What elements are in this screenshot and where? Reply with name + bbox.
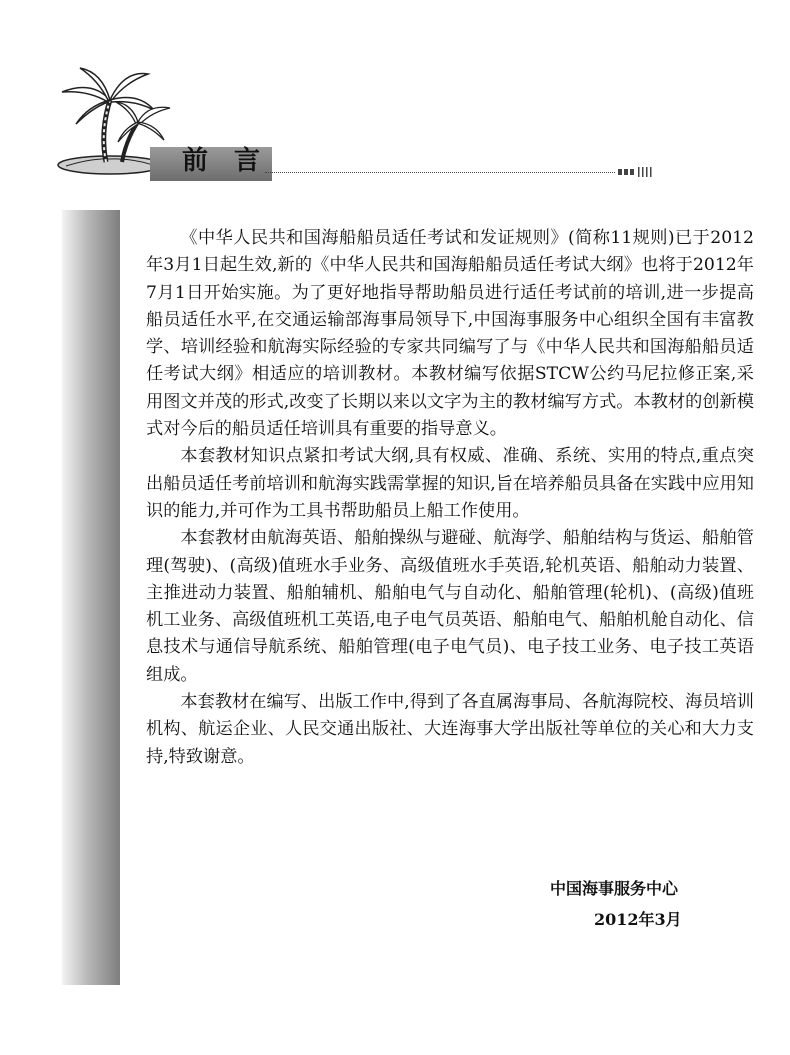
page-title: 前言 [182, 146, 287, 176]
side-decoration-bar [62, 210, 120, 985]
page-header [0, 0, 790, 200]
paragraph-4: 本套教材在编写、出版工作中,得到了各直属海事局、各航海院校、海员培训机构、航运企业、人民交通出版社、大连海事大学出版社等单位的关心和大力支持,特致谢意。 [146, 692, 754, 767]
paragraph-2: 本套教材知识点紧扣考试大纲,具有权威、准确、系统、实用的特点,重点突出船员适任考前培训和航海实践需掌握的知识,旨在培养船员具备在实践中应用知识的能力,并可作为工具书帮助船员上船工作使用。 [146, 446, 754, 521]
header-rule [265, 172, 615, 173]
signature-block [540, 873, 682, 935]
signature-date: 2012年3月 [594, 910, 682, 929]
paragraph-3: 本套教材由航海英语、船舶操纵与避碰、航海学、船舶结构与货运、船舶管理(驾驶)、(高级)值班水手业务、高级值班水手英语,轮机英语、船舶动力装置、主推进动力装置、船舶辅机、船舶电气与自动化、船舶管理(轮机)、(高级)值班机工业务、高级值班机工英语,电子电气员英语、船舶电气、船舶机舱自动化、信息技术与通信导航系统、船舶管理(电子电气员)、电子技工业务、电子技工英语组成。 [146, 528, 754, 685]
preface-body [146, 225, 754, 771]
paragraph-1: 《中华人民共和国海船船员适任考试和发证规则》(简称11规则)已于2012年3月1日起生效,新的《中华人民共和国海船船员适任考试大纲》也将于2012年7月1日开始实施。为了更好地指导帮助船员进行适任考试前的培训,进一步提高船员适任水平,在交通运输部海事局领导下,中国海事服务中心组织全国有丰富教学、培训经验和航海实际经验的专家共同编写了与《中华人民共和国海船船员适任考试大纲》相适应的培训教材。本教材编写依据STCW公约马尼拉修正案,采用图文并茂的形式,改变了长期以来以文字为主的教材编写方式。本教材的创新模式对今后的船员适任培训具有重要的指导意义。 [146, 228, 754, 440]
bar-ornament-icon [618, 166, 658, 178]
signature-organization: 中国海事服务中心 [550, 879, 679, 898]
